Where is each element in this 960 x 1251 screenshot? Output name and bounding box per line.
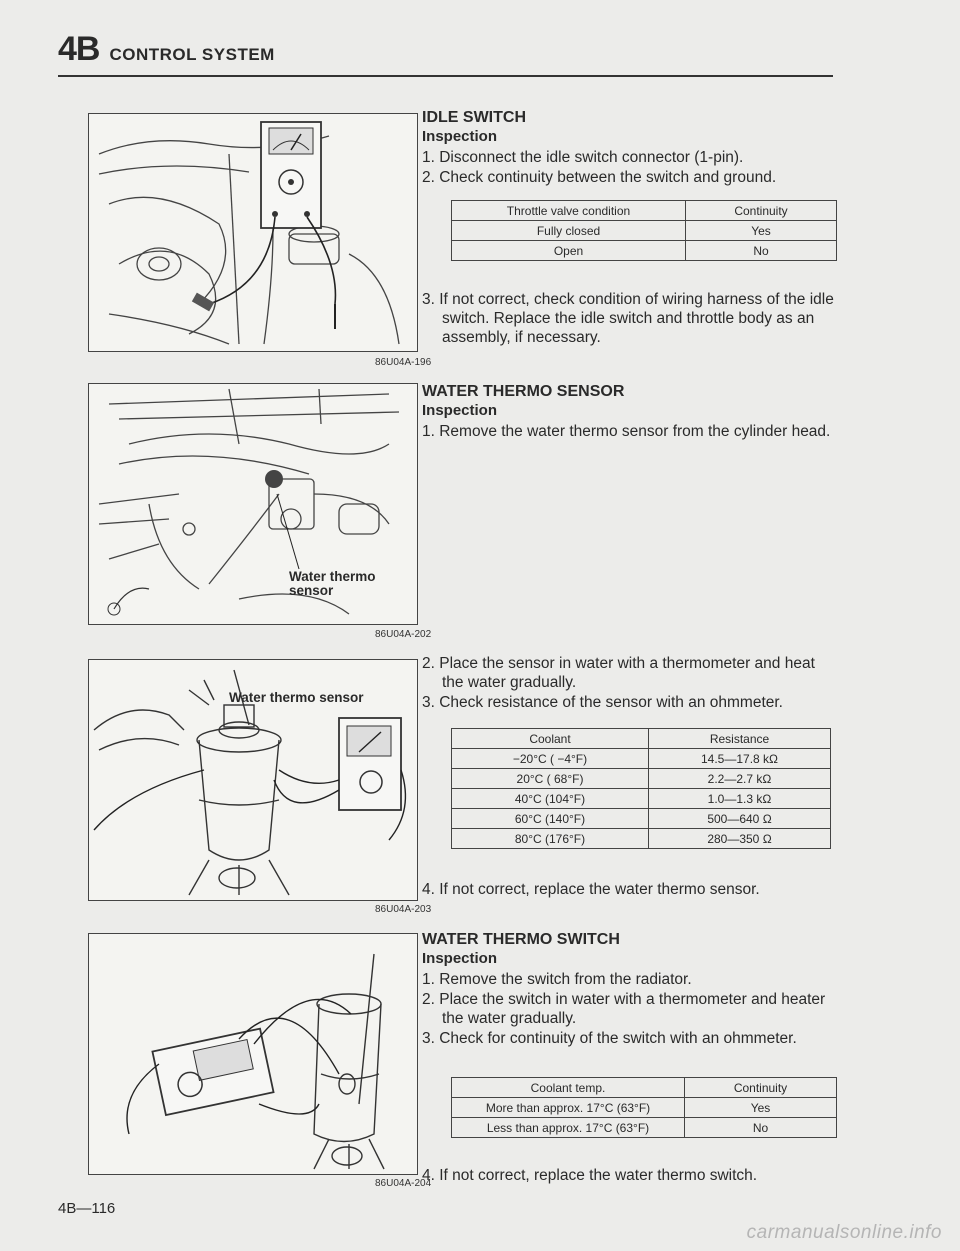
- table-header: Coolant temp.: [452, 1078, 685, 1098]
- figure-sensor-resistance-test: [88, 659, 418, 901]
- section-number: 4B: [58, 30, 100, 68]
- figure-water-thermo-sensor-location: [88, 383, 418, 625]
- table-row: [452, 809, 831, 829]
- water-switch-title: WATER THERMO SWITCH: [422, 931, 620, 948]
- table-row: [452, 749, 831, 769]
- figure-code: 86U04A-204: [375, 1178, 432, 1189]
- table-row: [452, 241, 837, 261]
- table-cell: 60°C (140°F): [452, 809, 649, 829]
- page-number: 4B—116: [58, 1200, 116, 1217]
- table-header-row: [452, 729, 831, 749]
- idle-switch-illustration: [89, 114, 417, 351]
- table-cell: 20°C ( 68°F): [452, 769, 649, 789]
- section-title: CONTROL SYSTEM: [109, 45, 275, 64]
- table-row: [452, 1118, 837, 1138]
- figure-code: 86U04A-202: [375, 629, 432, 640]
- table-cell: Yes: [685, 1098, 837, 1118]
- water-sensor-steps: [422, 422, 837, 441]
- figure-thermo-switch-test: [88, 933, 418, 1175]
- list-item: 4. If not correct, replace the water thermo switch.: [422, 1167, 758, 1184]
- table-header: Throttle valve condition: [452, 201, 686, 221]
- header-rule: [58, 75, 833, 77]
- water-switch-section: [422, 930, 837, 1049]
- idle-switch-title: IDLE SWITCH: [422, 109, 526, 126]
- table-cell: Less than approx. 17°C (63°F): [452, 1118, 685, 1138]
- list-item: 2. Check continuity between the switch and ground.: [422, 169, 777, 186]
- idle-switch-table: [451, 200, 837, 261]
- table-header-row: [452, 201, 837, 221]
- table-cell: 14.5—17.8 kΩ: [649, 749, 831, 769]
- table-header-row: [452, 1078, 837, 1098]
- table-header: Coolant: [452, 729, 649, 749]
- figure-idle-switch: [88, 113, 418, 352]
- table-row: [452, 769, 831, 789]
- water-sensor-section: [422, 382, 837, 442]
- table-header: Continuity: [685, 1078, 837, 1098]
- idle-switch-subtitle: Inspection: [422, 128, 498, 145]
- table-cell: Open: [452, 241, 686, 261]
- table-cell: 80°C (176°F): [452, 829, 649, 849]
- list-item: 2. Place the switch in water with a thermometer and heater the water gradually.: [422, 991, 826, 1027]
- table-cell: More than approx. 17°C (63°F): [452, 1098, 685, 1118]
- list-item: 3. Check resistance of the sensor with an ohmmeter.: [422, 694, 783, 711]
- list-item: 1. Remove the water thermo sensor from the cylinder head.: [422, 423, 831, 440]
- table-cell: 500—640 Ω: [649, 809, 831, 829]
- water-switch-table: [451, 1077, 837, 1138]
- water-switch-subtitle: Inspection: [422, 950, 498, 967]
- list-item: 1. Disconnect the idle switch connector (1-pin).: [422, 149, 744, 166]
- table-header: Continuity: [686, 201, 837, 221]
- table-cell: No: [685, 1118, 837, 1138]
- table-cell: 40°C (104°F): [452, 789, 649, 809]
- water-sensor-subtitle: Inspection: [422, 402, 498, 419]
- list-item: 3. Check for continuity of the switch with an ohmmeter.: [422, 1030, 797, 1047]
- table-cell: 2.2—2.7 kΩ: [649, 769, 831, 789]
- figure-callout: Water thermo sensor: [289, 569, 376, 598]
- water-sensor-title: WATER THERMO SENSOR: [422, 383, 625, 400]
- table-row: [452, 221, 837, 241]
- idle-switch-steps: [422, 148, 837, 187]
- list-item: 4. If not correct, replace the water thermo sensor.: [422, 881, 760, 898]
- water-switch-steps: [422, 970, 837, 1048]
- figure-code: 86U04A-196: [375, 357, 432, 368]
- list-item: 1. Remove the switch from the radiator.: [422, 971, 692, 988]
- table-row: [452, 829, 831, 849]
- table-cell: 1.0—1.3 kΩ: [649, 789, 831, 809]
- page-header: [58, 30, 275, 69]
- table-header: Resistance: [649, 729, 831, 749]
- list-item: 3. If not correct, check condition of wiring harness of the idle switch. Replace the idle switch and throttle body as an assembly, if necessary.: [422, 291, 834, 346]
- water-switch-after: [422, 1166, 837, 1186]
- table-cell: Yes: [686, 221, 837, 241]
- watermark: carmanualsonline.info: [746, 1222, 942, 1243]
- water-sensor-steps-2: [422, 654, 837, 713]
- idle-switch-after: [422, 290, 837, 348]
- figure-callout: Water thermo sensor: [229, 690, 364, 705]
- water-sensor-after: [422, 880, 837, 900]
- table-cell: 280—350 Ω: [649, 829, 831, 849]
- table-cell: No: [686, 241, 837, 261]
- table-cell: −20°C ( −4°F): [452, 749, 649, 769]
- list-item: 2. Place the sensor in water with a thermometer and heat the water gradually.: [422, 655, 815, 691]
- switch-test-illustration: [89, 934, 417, 1174]
- table-row: [452, 1098, 837, 1118]
- table-row: [452, 789, 831, 809]
- idle-switch-section: [422, 108, 837, 188]
- table-cell: Fully closed: [452, 221, 686, 241]
- figure-code: 86U04A-203: [375, 904, 432, 915]
- water-sensor-table: [451, 728, 831, 849]
